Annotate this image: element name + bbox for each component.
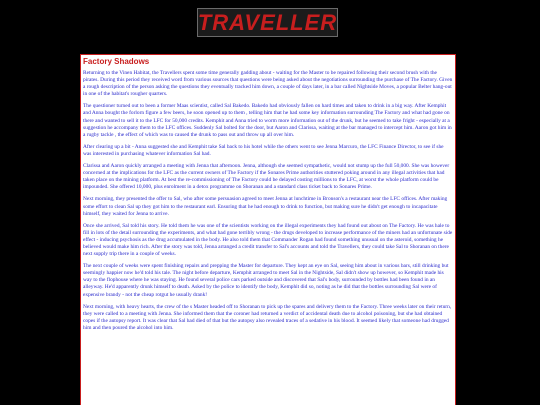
banner-title: TRAVELLER [197,9,338,35]
article-paragraph: Returning to the Vinen Habitat, the Travellers spent some time generally gadding about - waiting for the Master to be repaired following their second brush with the pirates. During this period they received word from various sources that questions were being asked about the negotiations surrounding the purchase of The Factory. Given a rough description of the person asking the questions they eventually tracked him down, a couple of days later, in a bar called Nightside Moves, a popular Belter hang-out in one of the habitat's rougher quarters. [83,70,453,98]
article-title: Factory Shadows [83,57,150,66]
traveller-banner-logo [197,8,338,37]
article-paragraph: Clarissa and Aaron quickly arranged a meeting with Jenna that afternoon. Jenna, although she seemed sympathetic, would not stump up the full 50,000. She was however concerned at the implications for the LFC as the current owners of The Factory if the Sonares Prime authorities stuttered poking around in any illegal activities that had taken place on the mining platform. At best the re-commissioning of The Factory could be delayed costing millions to the LFC, at worst the whole platform could be impounded. She offered 10,000, plus enrolment in a detox programme on Shoranan and a standard class ticket back to Sonares Prime. [83,163,450,191]
article-paragraph: The next couple of weeks were spent finishing repairs and prepping the Master for departure. They kept an eye on Sal, seeing him about in various bars, still drinking but seemingly happier now he'd told his tale. The night before departure, Kemphit arranged to meet Sal in the Nightside, Sal didn't show up however, so Kemphit made his way to the flophouse where he was staying. He found several police cars parked outside and discovered that Sal's body, surrounded by bottles had been found in an alleyway. He'd apparently drunk himself to death. Asked by the police to identify the body, Kemphit did so, noting as he did that the bottles surrounding Sal were of expensive brandy - not the cheap rotgut he usually drank! [83,263,449,298]
article-panel [80,54,456,405]
article-paragraph: After clearing up a bit - Anna suggested she and Kemphit take Sal back to his hotel while the others went to see Jenna Marcuro, the LFC Finance Director, to see if she was interested in purchasing whatever information Sal had. [83,143,444,157]
article-paragraph: Next morning, with heavy hearts, the crew of the s Master headed off to Shoranan to pick up the spares and delivery them to the Factory. Three weeks later on their return, they were called to a meeting with Jenna. She informed them that the coroner had returned a verdict of accidental death due to alcohol poisoning, but she had obtained copes if the autopsy report. It was clear that Sal had died of that but the autopsy also revealed traces of a sedative in his blood. It seemed likely that someone had drugged him and then poured the alcohol into him. [83,303,452,331]
article-paragraph: The questioner turned out to been a former Maas scientist, called Sal Bakedo. Bakedo had obviously fallen on hard times and taken to drink in a big way. After Kemphit and Anna bought the forlorn figure a few beers, he soon opened up to them , telling him that he had some key information surrounding The Factory and what had gone on there and wanted to sell it to the LFC for 50,000 credits. Kemphit and Anna tried to worm more information out of the drunk, but he seemed to take fright - especially at a suggestion he accompany them to the LFC offices. Suddenly Sal bolted for the door, but Aaron and Clarissa, waiting at the bar managed to intercept him. Aaron got him in a rugby tackle , the effect of which was to caused the drunk to pass out and throw up all over him. [83,103,452,138]
article-paragraph: Next morning, they presented the offer to Sal, who after some persuasion agreed to meet Jenna at lunchtime in Bronson's a restaurant near the LFC offices. After making some effort to clean Sal up they got him to the restaurant earl. Ensuring that he had enough to drink to function, but making sure he didn't get enough to incapacitate himself, they waited for Jenna to arrive. [83,196,448,217]
article-paragraph: Once she arrived, Sal told his story. He told them he was one of the scientists working on the illegal experiments they had found out about on The Factory. He was hale to fill in lots of the detail surrounding the experiments, and what had gone terribly wrong - the drugs developed to increase performance of the miners had an unfortunate side effect - inducing psychosis as the drug accumulated in the body. He also told them that Commander Rogan had found something unusual on the asteroid, something he believed would make him rich. After the story was told, Jenna arranged a credit transfer to Sal's accounts and told the Travellers, they could take Sal to Shoranan on there next supply trip there in a couple of weeks. [83,222,453,258]
